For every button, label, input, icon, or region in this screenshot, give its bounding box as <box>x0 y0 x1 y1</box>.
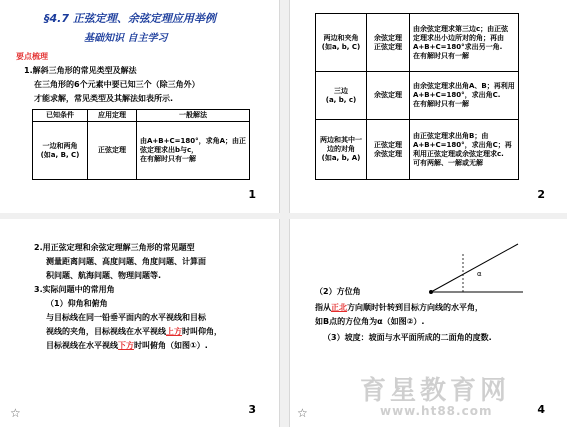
slide1-subtitle: 基础知识 自主学习 <box>84 33 168 44</box>
horizontal-separator <box>0 213 567 219</box>
angle-diagram <box>423 232 533 302</box>
s2-row3-condition: 两边和其中一边的对角 (如a, b, A) <box>316 120 367 180</box>
slide3-page-number: 3 <box>248 403 256 416</box>
slide-3[interactable] <box>6 222 272 424</box>
watermark-logo-text: 育星教育网 <box>360 376 511 406</box>
slide4-line1: （2）方位角 <box>315 287 361 296</box>
slide3-below-term: 下方 <box>118 341 134 350</box>
slide1-title: §4.7 正弦定理、余弦定理应用举例 <box>44 12 216 25</box>
table-header-theorem: 应用定理 <box>88 110 137 122</box>
slide3-line8-part3: 时叫俯角（如图①）. <box>134 341 208 350</box>
slide3-line7-part1: 视线的夹角，目标视线在水平视线 <box>46 327 166 336</box>
slide3-line8-part1: 目标视线在水平视线 <box>46 341 118 350</box>
s2-row3-theorem: 正弦定理 余弦定理 <box>367 120 410 180</box>
table-cell-condition: 一边和两角 (如a, B, C) <box>33 122 88 180</box>
slide1-table <box>32 109 250 180</box>
slide-2[interactable] <box>293 3 561 209</box>
table-header-condition: 已知条件 <box>33 110 88 122</box>
table-header-method: 一般解法 <box>137 110 250 122</box>
slide4-line2 <box>315 302 483 313</box>
table-cell-theorem: 正弦定理 <box>88 122 137 180</box>
slide3-line8 <box>46 340 208 351</box>
slide3-line1: 2.用正弦定理和余弦定理解三角形的常见题型 <box>34 243 195 252</box>
slide3-line6: 与目标线在同一铅垂平面内的水平视线和目标 <box>46 313 206 322</box>
diagram-label-alpha: α <box>477 270 482 278</box>
s2-row2-method: 由余弦定理求出角A、B；再利用A+B+C=180°，求出角C. 在有解时只有一解 <box>410 72 519 120</box>
slide1-point1: 1.解斜三角形的常见类型及解法 <box>24 66 137 75</box>
diagram-point <box>429 290 433 294</box>
slide2-table <box>315 13 519 180</box>
slide4-line2-part3: 方向顺时针转到目标方向线的水平角， <box>347 303 483 312</box>
slide3-line7 <box>46 326 222 337</box>
s2-row2-theorem: 余弦定理 <box>367 72 410 120</box>
s2-row1-condition: 两边和夹角 (如a, b, C) <box>316 14 367 72</box>
slide-1[interactable] <box>6 3 272 209</box>
slide3-line5: （1）仰角和俯角 <box>46 299 108 308</box>
slide4-line2-part1: 指从 <box>315 303 331 312</box>
slide3-line4: 3.实际问题中的常用角 <box>34 285 115 294</box>
slide1-section: 要点梳理 <box>16 52 48 61</box>
slide4-north-term: 正北 <box>331 303 347 312</box>
slide2-page-number: 2 <box>537 188 545 201</box>
slide3-above-term: 上方 <box>166 327 182 336</box>
slide4-line4: （3）坡度：坡面与水平面所成的二面角的度数. <box>323 333 492 342</box>
s2-row1-method: 由余弦定理求第三边c；由正弦定理求出小边所对的角；再由A+B+C=180°求出另一角. 在有解时只有一解 <box>410 14 519 72</box>
slide4-star-icon[interactable]: ☆ <box>297 406 308 420</box>
table-cell-method: 由A+B+C=180°，求角A；由正弦定理求出b与c， 在有解时只有一解 <box>137 122 250 180</box>
slide1-page-number: 1 <box>248 188 256 201</box>
watermark-url: www.ht88.com <box>380 404 493 418</box>
slide1-line2: 在三角形的6个元素中要已知三个（除三角外） <box>34 80 200 89</box>
slide3-line2: 测量距离问题、高度问题、角度问题、计算面 <box>46 257 206 266</box>
s2-row1-theorem: 余弦定理 正弦定理 <box>367 14 410 72</box>
slide3-star-icon[interactable]: ☆ <box>10 406 21 420</box>
s2-row3-method: 由正弦定理求出角B；由A+B+C=180°，求出角C；再利用正弦定理或余弦定理求c. 可有两解、一解或无解 <box>410 120 519 180</box>
diagram-sightline-up <box>431 244 518 292</box>
s2-row2-condition: 三边 (a, b, c) <box>316 72 367 120</box>
slide3-line7-part3: 时叫仰角， <box>182 327 222 336</box>
slide1-line3: 才能求解，常见类型及其解法如表所示. <box>34 94 174 103</box>
slide4-line3: 如B点的方位角为α（如图②）. <box>315 317 425 326</box>
slide4-page-number: 4 <box>537 403 545 416</box>
slide3-line3: 积问题、航海问题、物理问题等. <box>46 271 162 280</box>
